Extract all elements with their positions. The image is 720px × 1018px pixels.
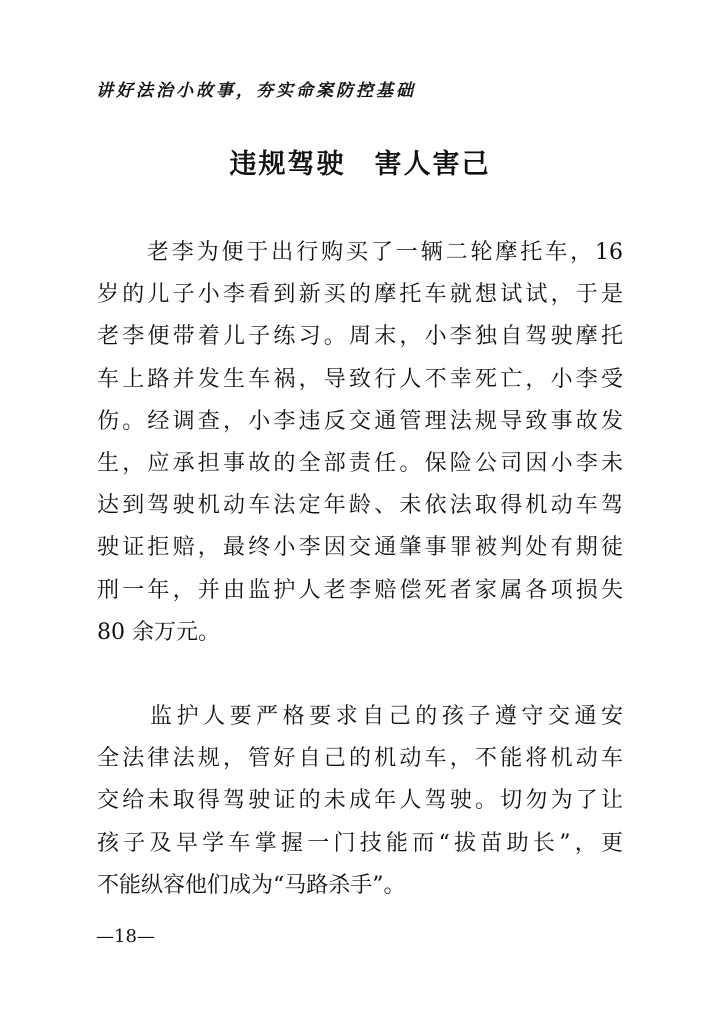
paragraph-1 (97, 232, 623, 654)
paragraph-line: 生，应承担事故的全部责任。保险公司因小李未 (97, 450, 623, 476)
paragraph-line: 刑一年，并由监护人老李赔偿死者家属各项损失 (97, 577, 623, 603)
article-title: 违规驾驶 害人害己 (229, 149, 491, 180)
paragraph-line: 老李便带着儿子练习。周末，小李独自驾驶摩托 (97, 324, 623, 350)
page-number: —18— (96, 926, 155, 947)
paragraph-line: 岁的儿子小李看到新买的摩托车就想试试，于是 (97, 282, 623, 308)
paragraph-line: 孩子及早学车掌握一门技能而“拔苗助长”，更 (97, 830, 623, 856)
paragraph-line: 达到驾驶机动车法定年龄、未依法取得机动车驾 (97, 493, 623, 519)
paragraph-line: 不能纵容他们成为“马路杀手”。 (97, 872, 406, 898)
running-header: 讲好法治小故事，夯实命案防控基础 (96, 81, 416, 101)
paragraph-line: 伤。经调查，小李违反交通管理法规导致事故发 (97, 408, 623, 434)
paragraph-line: 老李为便于出行购买了一辆二轮摩托车，16 (97, 240, 623, 265)
paragraph-line: 车上路并发生车祸，导致行人不幸死亡，小李受 (97, 366, 623, 392)
paragraph-2 (97, 696, 623, 907)
paragraph-line: 全法律法规，管好自己的机动车，不能将机动车 (97, 746, 623, 772)
paragraph-line: 驶证拒赔，最终小李因交通肇事罪被判处有期徒 (97, 535, 623, 561)
paragraph-line: 交给未取得驾驶证的未成年人驾驶。切勿为了让 (97, 788, 623, 814)
paragraph-line: 80 余万元。 (97, 619, 220, 645)
paragraph-line: 监护人要严格要求自己的孩子遵守交通安 (97, 704, 623, 729)
